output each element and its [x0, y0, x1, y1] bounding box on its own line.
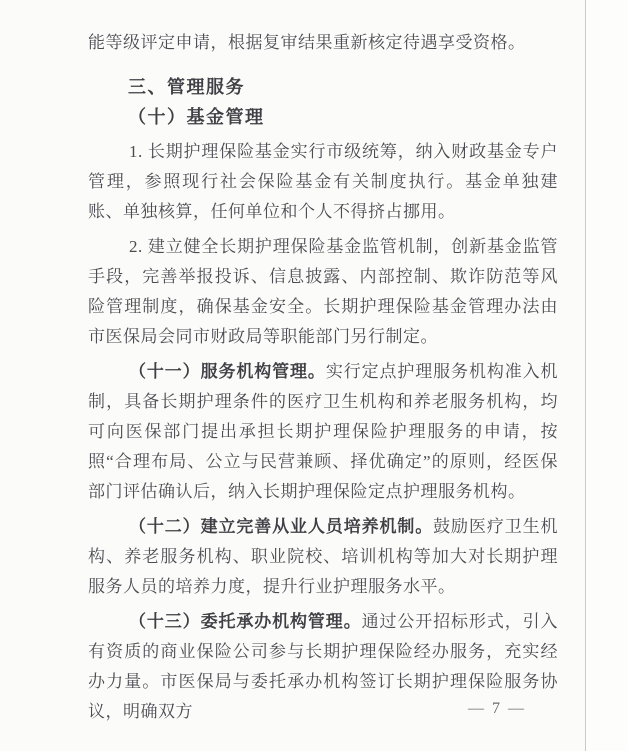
paragraph-lead: （十一）服务机构管理。 — [129, 362, 326, 381]
paragraph-text: 鼓励医疗卫生机构、养老服务机构、职业院校、培训机构等加大对长期护理服务人员的培养力度，提升行业护理服务水平。 — [88, 517, 559, 596]
paragraph-text: 2. 建立健全长期护理保险基金监管机制，创新基金监管手段，完善举报投诉、信息披露、内部控制、欺诈防范等风险管理制度，确保基金安全。长期护理保险基金管理办法由市医保局会同市财政局等职能部门另行制定。 — [88, 237, 558, 346]
paragraph-service-agency-management — [88, 357, 558, 507]
subsection-heading: （十）基金管理 — [128, 107, 265, 127]
scan-edge-line — [585, 0, 586, 751]
paragraph-text: 实行定点护理服务机构准入机制，具备长期护理条件的医疗卫生机构和养老服务机构，均可向医保部门提出承担长期护理保险护理服务的申请，按照“合理布局、公立与民营兼顾、择优确定”的原则，经医保部门评估确认后，纳入长期护理保险定点护理服务机构。 — [88, 362, 559, 501]
paragraph-lead: （十二）建立完善从业人员培养机制。 — [129, 517, 434, 536]
paragraph-fund-supervision — [88, 232, 558, 352]
paragraph-continuation: 能等级评定申请，根据复审结果重新核定待遇享受资格。 — [88, 33, 526, 52]
document-body — [88, 0, 558, 727]
paragraph-text: 通过公开招标形式，引入有资质的商业保险公司参与长期护理保险经办服务，充实经办力量。市医保局与委托承办机构签订长期护理保险服务协议，明确双方 — [88, 612, 559, 721]
paragraph-personnel-training — [88, 512, 558, 602]
scan-margin-strip — [586, 0, 628, 751]
page-number: — 7 — — [468, 700, 526, 717]
paragraph-lead: （十三）委托承办机构管理。 — [129, 612, 362, 631]
paragraph-fund-pooling — [88, 137, 558, 227]
section-heading: 三、管理服务 — [128, 77, 245, 97]
paragraph-text: 1. 长期护理保险基金实行市级统筹，纳入财政基金专户管理，参照现行社会保险基金有关制度执行。基金单独建账、单独核算，任何单位和个人不得挤占挪用。 — [88, 142, 558, 221]
